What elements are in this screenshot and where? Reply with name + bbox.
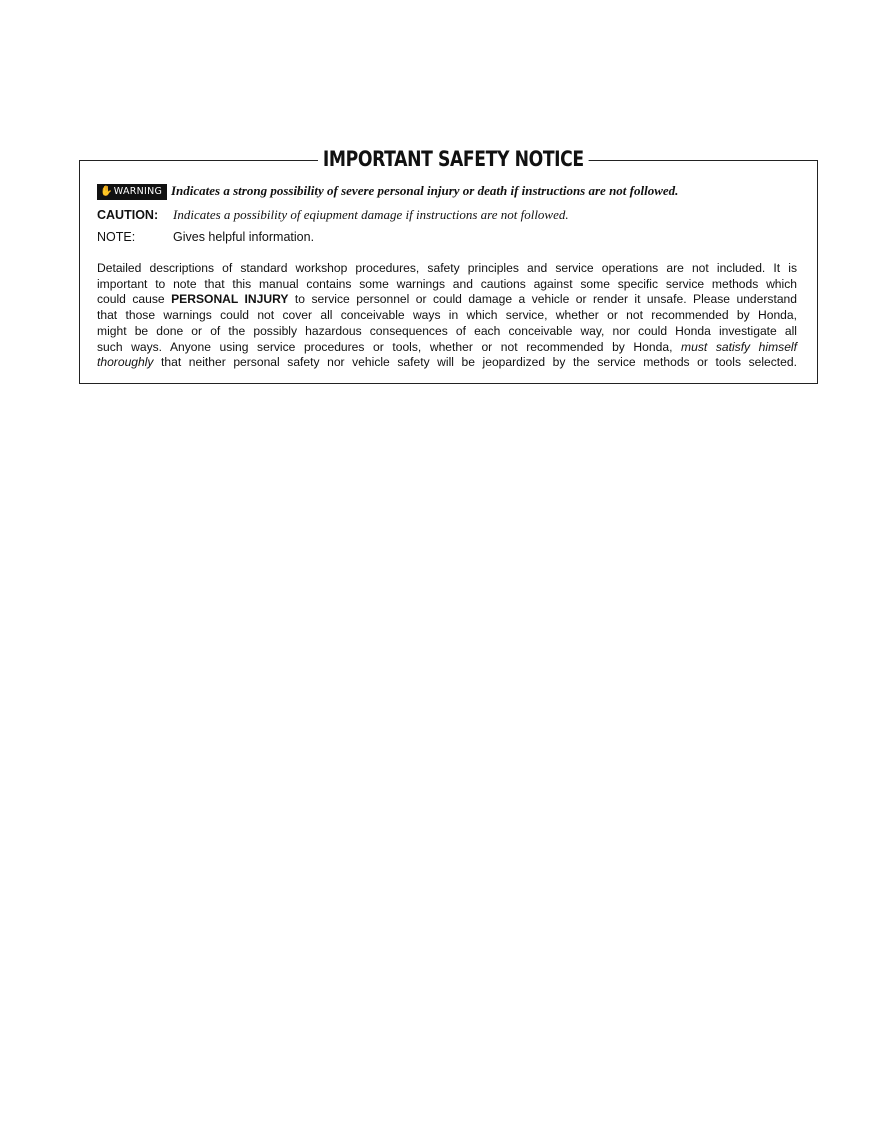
must-satisfy-emphasis: must satisfy himself xyxy=(681,339,797,354)
warning-badge xyxy=(97,184,167,200)
description-line: could cause PERSONAL INJURY to service personnel or could damage a vehicle or render it unsafe. Please understand xyxy=(97,292,797,307)
note-label: NOTE: xyxy=(97,230,136,244)
warning-row xyxy=(97,183,678,200)
description-line: such ways. Anyone using service procedures or tools, whether or not recommended by Honda, must satisfy himself xyxy=(97,339,797,354)
notice-title: IMPORTANT SAFETY NOTICE xyxy=(318,146,589,172)
caution-row xyxy=(97,207,569,223)
description-line: Detailed descriptions of standard workshop procedures, safety principles and service operations are not included. It is xyxy=(97,261,797,275)
personal-injury-emphasis: PERSONAL INJURY xyxy=(171,292,289,307)
description-line: that those warnings could not cover all conceivable ways in which service, whether or not recommended by Honda, xyxy=(97,308,797,323)
caution-label: CAUTION: xyxy=(97,208,159,222)
note-row xyxy=(97,229,314,245)
note-text: Gives helpful information. xyxy=(173,230,315,244)
notice-description xyxy=(97,261,797,371)
description-line: might be done or of the possibly hazardous consequences of each conceivable way, nor could Honda investigate all xyxy=(97,323,797,338)
description-line: important to note that this manual contains some warnings and cautions against some specific service methods which xyxy=(97,276,797,291)
thoroughly-emphasis: thoroughly xyxy=(97,355,154,370)
description-line: thoroughly that neither personal safety nor vehicle safety will be jeopardized by the service methods or tools selected. xyxy=(97,355,797,370)
caution-text: Indicates a possibility of eqiupment damage if instructions are not followed. xyxy=(173,207,569,222)
hand-icon: ✋ xyxy=(100,185,113,197)
warning-badge-label: WARNING xyxy=(113,185,163,197)
warning-text: Indicates a strong possibility of severe personal injury or death if instructions are not followed. xyxy=(171,183,679,198)
